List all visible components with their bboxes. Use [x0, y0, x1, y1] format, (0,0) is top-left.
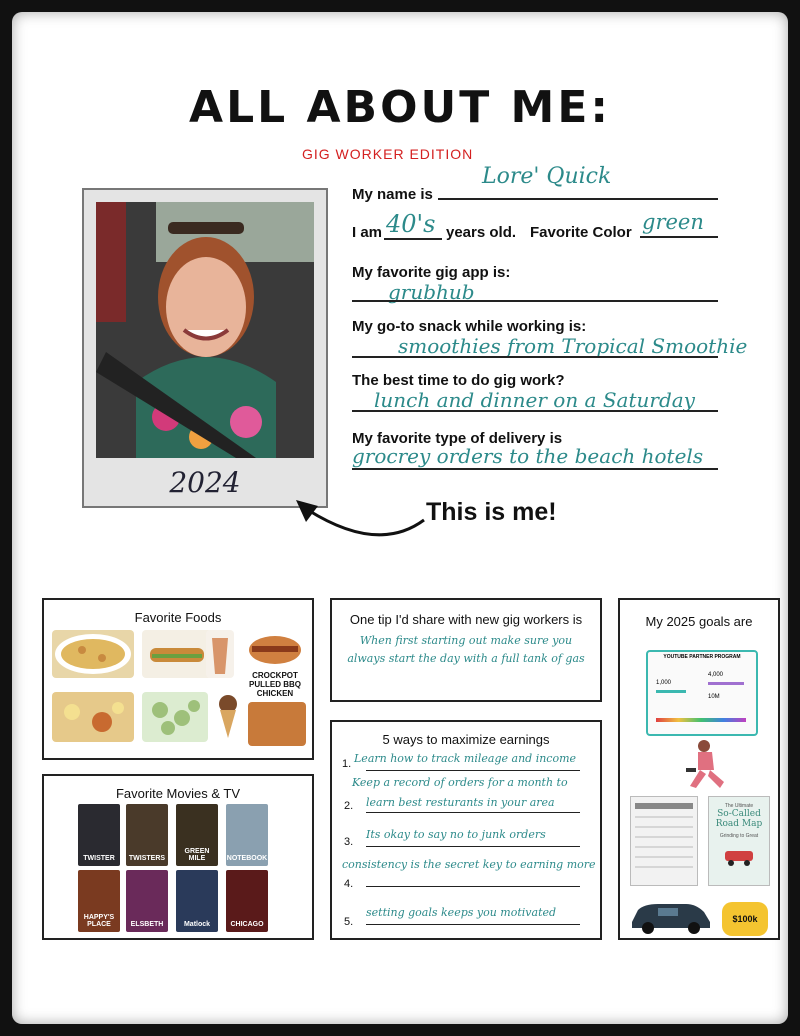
road-map-subtitle: Grinding to Great	[719, 833, 759, 839]
snack-value: smoothies from Tropical Smoothie	[398, 334, 748, 358]
way-2-text-a: Keep a record of orders for a month to	[352, 776, 568, 789]
way-2-text-b: learn best resturants in your area	[366, 796, 555, 809]
poster-twisters: TWISTERS	[126, 804, 168, 866]
time-line	[352, 410, 718, 412]
age-line	[384, 238, 442, 240]
money-goal-label: $100k	[732, 914, 758, 924]
color-value: green	[642, 210, 704, 234]
bbq-chicken-label: CROCKPOT PULLED BBQ CHICKEN	[249, 671, 301, 698]
poster-green-mile: GREEN MILE	[176, 804, 218, 866]
name-label: My name is	[352, 186, 433, 203]
poster-matlock: Matlock	[176, 870, 218, 932]
planner-image	[630, 796, 698, 886]
name-line	[438, 198, 718, 200]
age-suffix: years old.	[446, 224, 517, 241]
tip-title: One tip I'd share with new gig workers is	[349, 612, 583, 627]
way-3-text: Its okay to say no to junk orders	[366, 828, 546, 841]
way-5-text: setting goals keeps you motivated	[366, 906, 557, 919]
exercise-woman-icon	[684, 738, 734, 798]
color-label: Favorite Color	[530, 224, 632, 241]
way-3-number: 3.	[344, 836, 354, 848]
poster-notebook: NOTEBOOK	[226, 804, 268, 866]
delivery-line	[352, 468, 718, 470]
favorite-foods-box	[42, 598, 314, 760]
poster-chicago: CHICAGO	[226, 870, 268, 932]
poster-twister: TWISTER	[78, 804, 120, 866]
ice-cream-cone-image	[216, 692, 240, 742]
time-value: lunch and dinner on a Saturday	[374, 388, 695, 412]
favorite-movies-box	[42, 774, 314, 940]
time-label: The best time to do gig work?	[352, 372, 565, 389]
way-4-number: 4.	[344, 878, 354, 890]
road-map-small-title: The Ultimate	[724, 803, 754, 809]
youtube-partner-title: YOUTUBE PARTNER PROGRAM	[663, 654, 741, 660]
road-map-title: So-Called Road Map	[715, 809, 763, 829]
favorite-movies-title: Favorite Movies & TV	[115, 786, 241, 801]
hours-progress	[708, 682, 744, 685]
way-1-number: 1.	[342, 758, 352, 770]
earnings-ways-title: 5 ways to maximize earnings	[382, 732, 550, 747]
curved-arrow-icon	[288, 490, 428, 554]
goals-box	[618, 598, 780, 940]
name-value: Lore' Quick	[482, 164, 612, 189]
way-2-line	[366, 812, 580, 813]
way-1-text: Learn how to track mileage and income	[354, 752, 577, 765]
pulled-chicken-image	[248, 702, 306, 746]
page-title: ALL ABOUT ME:	[189, 82, 611, 133]
way-4-text: consistency is the secret key to earning more	[342, 858, 596, 871]
poster-elsbeth: ELSBETH	[126, 870, 168, 932]
way-5-line	[366, 924, 580, 925]
suv-car-icon	[628, 896, 714, 936]
bbq-chicken-image	[244, 630, 306, 700]
subscribers-progress	[656, 690, 686, 693]
age-value: 40's	[386, 210, 436, 238]
app-value: grubhub	[388, 280, 475, 304]
delivery-label: My favorite type of delivery is	[352, 430, 563, 447]
way-5-number: 5.	[344, 916, 354, 928]
way-2-number: 2.	[344, 800, 354, 812]
selfie-photo	[96, 202, 314, 458]
goals-title: My 2025 goals are	[645, 614, 753, 629]
snack-line	[352, 356, 718, 358]
app-line	[352, 300, 718, 302]
app-label: My favorite gig app is:	[352, 264, 511, 281]
tip-box	[330, 598, 602, 702]
this-is-me-caption: This is me!	[426, 498, 557, 526]
road-map-book	[708, 796, 770, 886]
money-bag-icon	[722, 902, 768, 936]
favorite-foods-title: Favorite Foods	[134, 610, 222, 625]
delivery-value: grocrey orders to the beach hotels	[352, 444, 704, 468]
smoothie-image	[206, 630, 234, 678]
age-prefix: I am	[352, 224, 383, 241]
youtube-stat-views: 10M	[708, 694, 720, 700]
color-line	[640, 236, 718, 238]
edition-subtitle: GIG WORKER EDITION	[302, 146, 474, 162]
tip-line-1: When first starting out make sure you	[359, 634, 573, 647]
earnings-ways-box	[330, 720, 602, 940]
youtube-partner-card	[646, 650, 758, 736]
snack-label: My go-to snack while working is:	[352, 318, 587, 335]
cucumber-salad-image	[142, 692, 208, 742]
partner-color-bar	[656, 718, 746, 722]
way-3-line	[366, 846, 580, 847]
worksheet	[12, 12, 788, 1024]
youtube-stat-subscribers: 1,000	[656, 680, 672, 686]
photo-year: 2024	[169, 466, 241, 499]
tip-line-2: always start the day with a full tank of gas	[347, 652, 585, 665]
youtube-stat-hours: 4,000	[708, 672, 724, 678]
loaded-fries-image	[52, 692, 134, 742]
polaroid-frame	[82, 188, 328, 508]
pasta-image	[52, 630, 134, 678]
poster-happys-place: HAPPY'S PLACE	[78, 870, 120, 932]
sandwich-image	[142, 630, 212, 678]
way-4-line	[366, 886, 580, 887]
way-1-line	[366, 770, 580, 771]
